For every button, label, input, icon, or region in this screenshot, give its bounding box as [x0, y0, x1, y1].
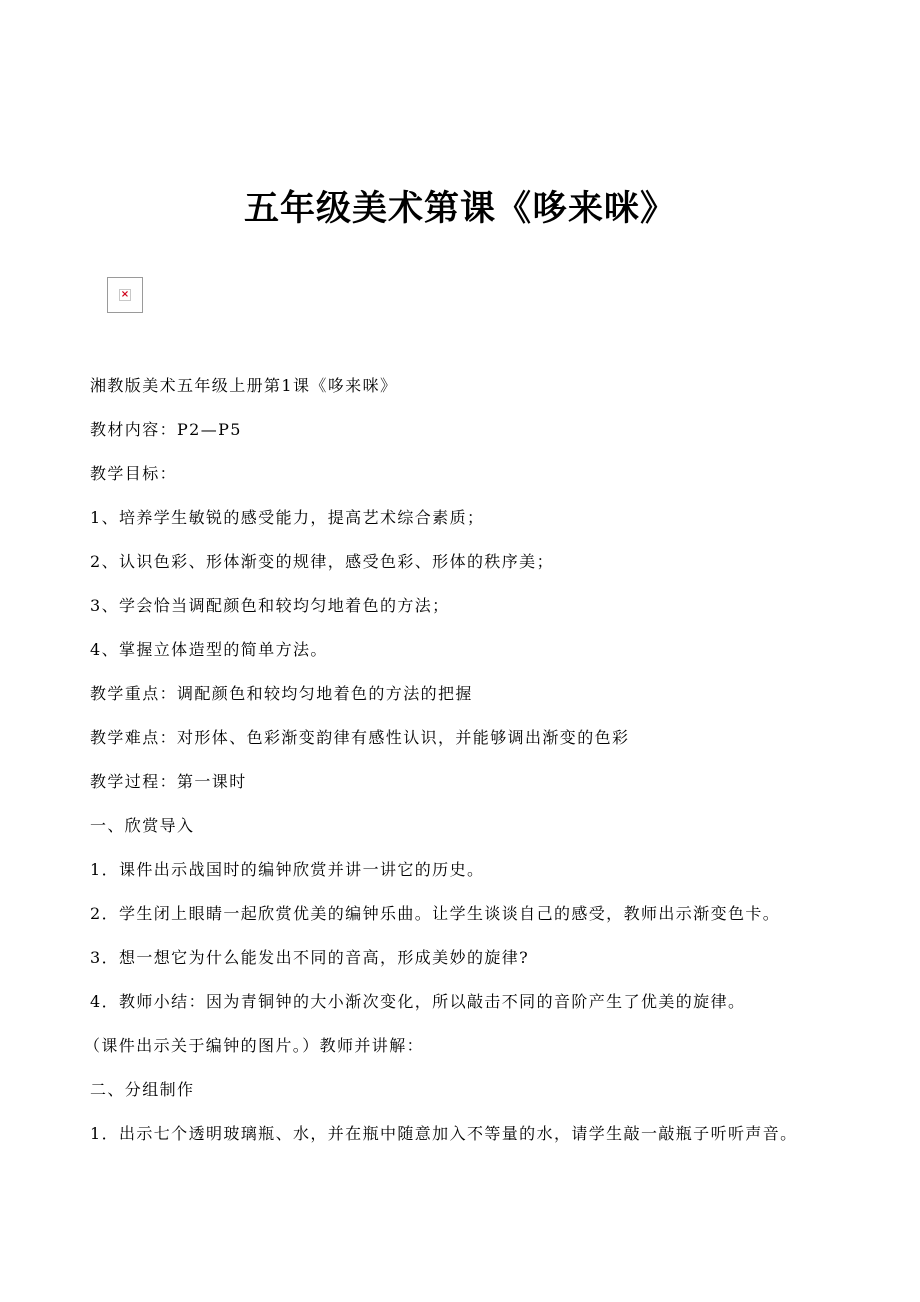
- broken-image-placeholder: [107, 277, 143, 313]
- text-line-objective-1: 1、培养学生敏锐的感受能力，提高艺术综合素质；: [90, 508, 485, 527]
- text-line-section-2-step-1: 1．出示七个透明玻璃瓶、水，并在瓶中随意加入不等量的水，请学生敲一敲瓶子听听声音。: [90, 1124, 798, 1143]
- text-line-section-2-heading: 二、分组制作: [90, 1080, 195, 1099]
- text-line-objective-4: 4、掌握立体造型的简单方法。: [90, 640, 328, 659]
- text-line-objectives-heading: 教学目标：: [90, 464, 178, 483]
- text-line-process: 教学过程：第一课时: [90, 772, 247, 791]
- text-line-step-4: 4．教师小结：因为青铜钟的大小渐次变化，所以敲击不同的音阶产生了优美的旋律。: [90, 992, 746, 1011]
- broken-image-icon: ×: [120, 289, 130, 300]
- text-line-section-1-heading: 一、欣赏导入: [90, 816, 195, 835]
- document-body: [84, 371, 890, 1163]
- text-line-step-3: 3．想一想它为什么能发出不同的音高，形成美妙的旋律?: [90, 948, 530, 967]
- text-line-edition: 湘教版美术五年级上册第1课《哆来咪》: [90, 376, 398, 395]
- page-title: 五年级美术第课《哆来咪》: [243, 189, 676, 229]
- text-line-step-1: 1．课件出示战国时的编钟欣赏并讲一讲它的历史。: [90, 860, 485, 879]
- text-line-difficulty: 教学难点：对形体、色彩渐变韵律有感性认识，并能够调出渐变的色彩: [90, 728, 630, 747]
- text-line-key-point: 教学重点：调配颜色和较均匀地着色的方法的把握: [90, 684, 473, 703]
- text-line-objective-2: 2、认识色彩、形体渐变的规律，感受色彩、形体的秩序美；: [90, 552, 554, 571]
- text-line-note: （课件出示关于编钟的图片。）教师并讲解：: [84, 1036, 425, 1055]
- text-line-material-pages: 教材内容：P2—P5: [90, 420, 242, 439]
- text-line-objective-3: 3、学会恰当调配颜色和较均匀地着色的方法；: [90, 596, 450, 615]
- text-line-step-2: 2．学生闭上眼睛一起欣赏优美的编钟乐曲。让学生谈谈自己的感受，教师出示渐变色卡。: [90, 904, 781, 923]
